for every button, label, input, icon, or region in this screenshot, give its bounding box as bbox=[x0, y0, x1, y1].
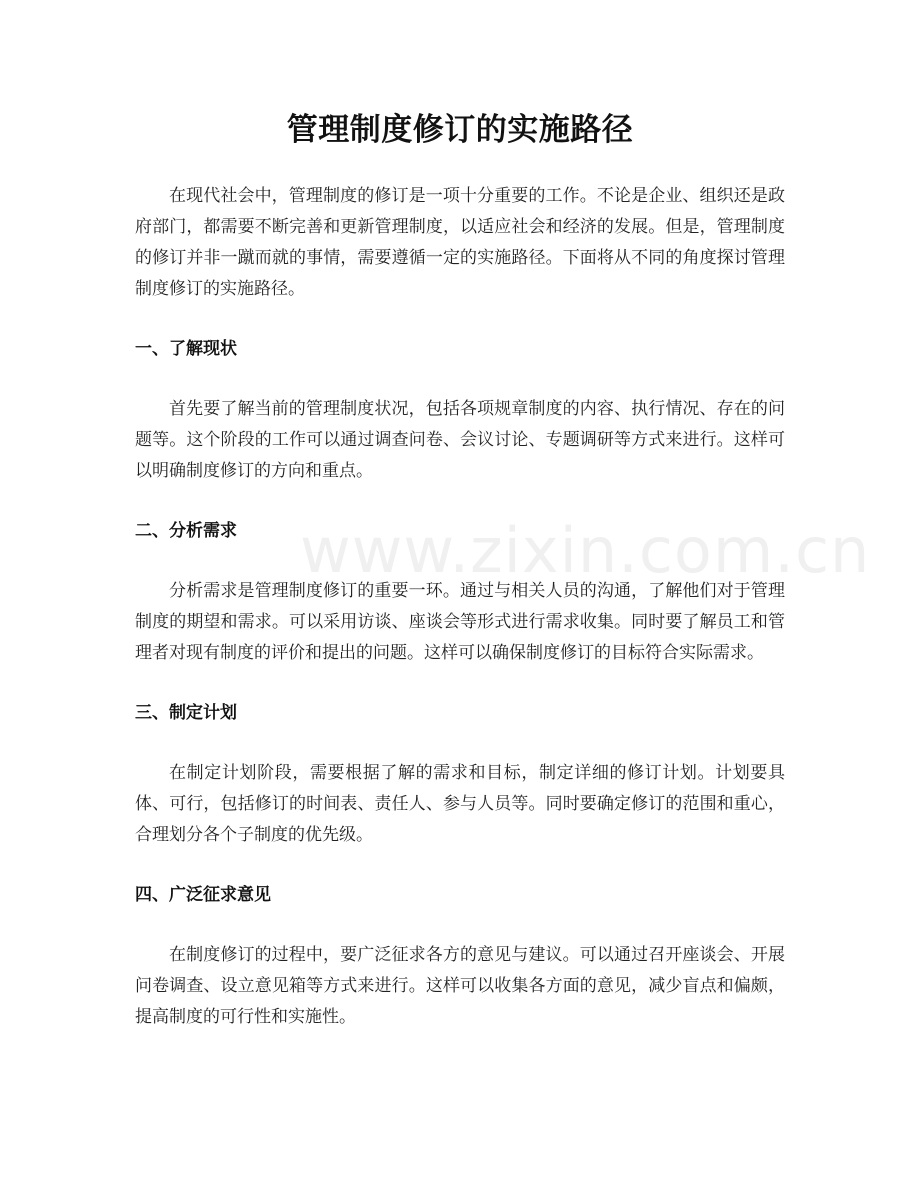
section-heading: 四、广泛征求意见 bbox=[135, 885, 271, 905]
spacer bbox=[135, 729, 785, 758]
spacer bbox=[135, 305, 785, 334]
section-paragraph: 首先要了解当前的管理制度状况，包括各项规章制度的内容、执行情况、存在的问题等。这个阶段的工作可以通过调查问卷、会议讨论、专题调研等方式来进行。这样可以明确制度修订的方向和重点。 bbox=[135, 399, 785, 481]
intro-paragraph: 在现代社会中，管理制度的修订是一项十分重要的工作。不论是企业、组织还是政府部门，都需要不断完善和更新管理制度，以适应社会和经济的发展。但是，管理制度的修订并非一蹴而就的事情，需要遵循一定的实施路径。下面将从不同的角度探讨管理制度修订的实施路径。 bbox=[135, 186, 785, 299]
spacer bbox=[135, 911, 785, 940]
watermark: www.zixin.com.cn bbox=[300, 514, 871, 587]
section-paragraph: 分析需求是管理制度修订的重要一环。通过与相关人员的沟通，了解他们对于管理制度的期望和需求。可以采用访谈、座谈会等形式进行需求收集。同时要了解员工和管理者对现有制度的评价和提出的问题。这样可以确保制度修订的目标符合实际需求。 bbox=[135, 581, 785, 663]
section bbox=[135, 698, 785, 880]
section bbox=[135, 880, 785, 1033]
section-paragraph: 在制度修订的过程中，要广泛征求各方的意见与建议。可以通过召开座谈会、开展问卷调查、设立意见箱等方式来进行。这样可以收集各方面的意见，减少盲点和偏颇，提高制度的可行性和实施性。 bbox=[135, 945, 785, 1027]
spacer bbox=[135, 851, 785, 880]
spacer bbox=[135, 365, 785, 394]
section-heading: 二、分析需求 bbox=[135, 521, 237, 541]
document-body bbox=[135, 181, 785, 1033]
spacer bbox=[135, 547, 785, 576]
document-title: 管理制度修订的实施路径 bbox=[286, 112, 634, 148]
section bbox=[135, 516, 785, 698]
spacer bbox=[135, 669, 785, 698]
section bbox=[135, 334, 785, 516]
section-heading: 三、制定计划 bbox=[135, 703, 237, 723]
spacer bbox=[135, 487, 785, 516]
section-heading: 一、了解现状 bbox=[135, 339, 237, 359]
section-paragraph: 在制定计划阶段，需要根据了解的需求和目标，制定详细的修订计划。计划要具体、可行，包括修订的时间表、责任人、参与人员等。同时要确定修订的范围和重心，合理划分各个子制度的优先级。 bbox=[135, 763, 785, 845]
